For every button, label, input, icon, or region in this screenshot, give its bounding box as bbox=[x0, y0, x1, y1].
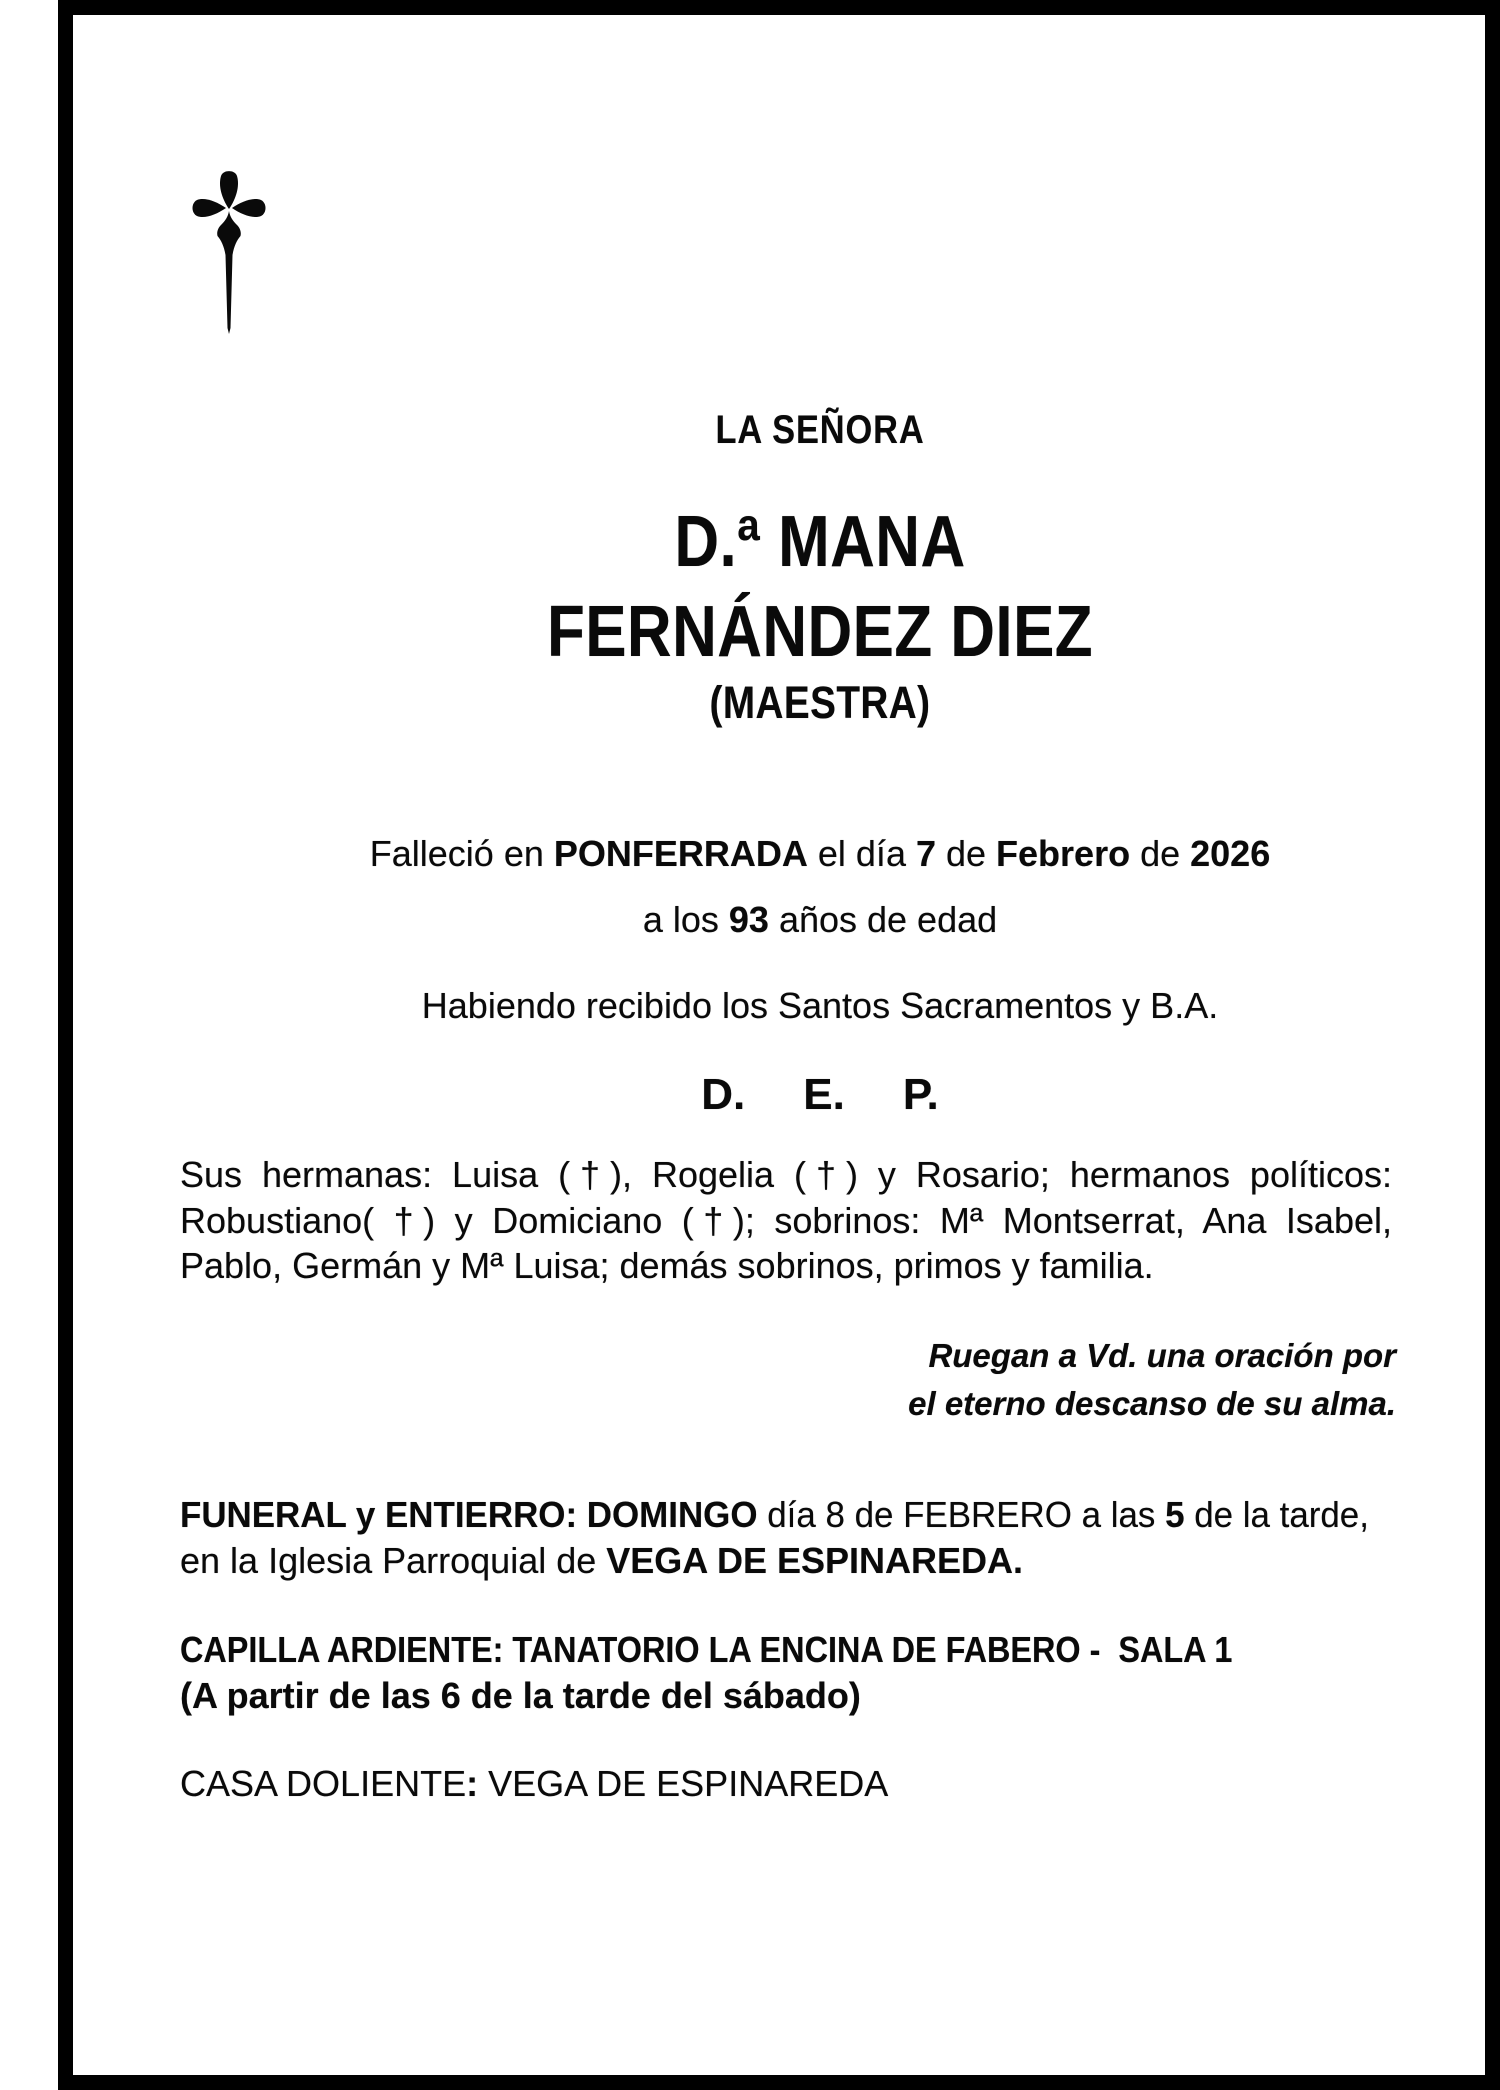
death-seg: Falleció en bbox=[369, 833, 554, 874]
death-seg: de bbox=[1130, 833, 1191, 874]
age-value: 93 bbox=[728, 899, 769, 940]
age-seg: a los bbox=[642, 899, 729, 940]
family-paragraph bbox=[180, 1152, 1392, 1289]
funeral-seg: en la Iglesia Parroquial de bbox=[180, 1539, 607, 1581]
family-line: Pablo, Germán y Mª Luisa; demás sobrinos, primos y familia. bbox=[180, 1245, 1154, 1286]
death-month: Febrero bbox=[996, 833, 1131, 874]
funeral-heading: FUNERAL y ENTIERRO: DOMINGO bbox=[180, 1494, 758, 1535]
mourning-house-line bbox=[180, 1763, 1420, 1805]
prayer-block bbox=[180, 1332, 1396, 1428]
death-seg: de bbox=[936, 833, 997, 874]
age-seg: años de edad bbox=[768, 899, 998, 940]
honorific-text: LA SEÑORA bbox=[715, 408, 925, 452]
chapel-line2: (A partir de las 6 de la tarde del sábado) bbox=[180, 1674, 861, 1716]
mourning-house-value: VEGA DE ESPINAREDA bbox=[478, 1763, 889, 1804]
funeral-seg: día 8 de FEBRERO a las bbox=[757, 1494, 1166, 1535]
funeral-line1 bbox=[180, 1492, 1383, 1538]
dep-line bbox=[180, 1070, 1460, 1120]
deceased-name-line1: D.ª MANA bbox=[674, 502, 966, 582]
prayer-line2: el eterno descanso de su alma. bbox=[908, 1385, 1396, 1422]
death-seg: el día bbox=[807, 833, 916, 874]
age-line bbox=[180, 897, 1460, 942]
funeral-block bbox=[180, 1492, 1420, 1583]
death-day: 7 bbox=[915, 833, 936, 874]
dep-letter-p: P. bbox=[902, 1070, 939, 1119]
chapel-line1: CAPILLA ARDIENTE: TANATORIO LA ENCINA DE FABERO - SALA 1 bbox=[180, 1629, 1233, 1670]
dep-letter-d: D. bbox=[701, 1070, 746, 1119]
death-line bbox=[180, 831, 1460, 876]
family-line: Sus hermanas: Luisa (†), Rogelia (†) y Rosario; hermanos políticos: bbox=[180, 1154, 1392, 1195]
honorific-title bbox=[270, 408, 1371, 453]
death-place: PONFERRADA bbox=[553, 833, 808, 874]
sacraments-text: Habiendo recibido los Santos Sacramentos y B.A. bbox=[421, 985, 1219, 1026]
sacraments-line bbox=[180, 983, 1460, 1028]
funeral-church-place: VEGA DE ESPINAREDA. bbox=[606, 1539, 1024, 1581]
mourning-house-label: CASA DOLIENTE bbox=[180, 1763, 467, 1804]
profession-text: (MAESTRA) bbox=[709, 677, 931, 728]
funeral-hour: 5 bbox=[1165, 1494, 1185, 1535]
profession-line bbox=[270, 677, 1371, 729]
chapel-block bbox=[180, 1627, 1420, 1718]
prayer-line1: Ruegan a Vd. una oración por bbox=[928, 1337, 1396, 1374]
dep-letter-e: E. bbox=[803, 1070, 845, 1119]
deceased-name-line2: FERNÁNDEZ DIEZ bbox=[546, 592, 1094, 672]
deceased-name bbox=[270, 497, 1371, 677]
mourning-house-colon: : bbox=[466, 1763, 479, 1804]
family-line: Robustiano( †) y Domiciano (†); sobrinos: Mª Montserrat, Ana Isabel, bbox=[180, 1199, 1392, 1241]
funeral-line2 bbox=[180, 1538, 1420, 1584]
memorial-cross-icon bbox=[190, 162, 268, 334]
funeral-seg: de la tarde, bbox=[1184, 1494, 1369, 1535]
death-year: 2026 bbox=[1190, 833, 1271, 874]
